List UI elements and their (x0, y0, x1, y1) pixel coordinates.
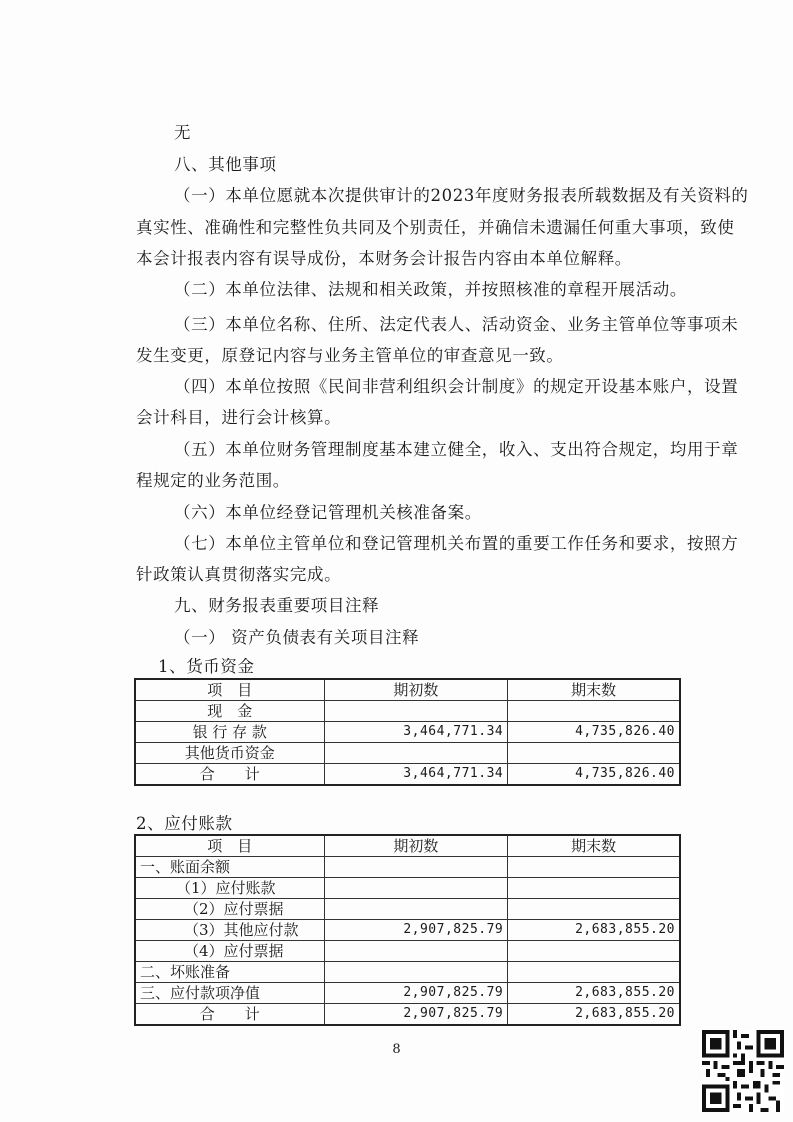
row-label: 现 金 (135, 701, 324, 722)
section-9-heading: 九、财务报表重要项目注释 (174, 596, 380, 615)
header-opening: 期初数 (324, 835, 508, 857)
closing-value (508, 857, 680, 878)
row-label: 合 计 (135, 1004, 324, 1026)
table-row (135, 941, 680, 962)
header-closing: 期末数 (508, 835, 680, 857)
table-1-title: 1、货币资金 (158, 657, 255, 676)
qr-code-icon (702, 1030, 784, 1112)
opening-value (324, 899, 508, 920)
para-2: （二）本单位法律、法规和相关政策，并按照核准的章程开展活动。 (174, 280, 687, 299)
opening-value (324, 857, 508, 878)
para-4-line-2: 会计科目，进行会计核算。 (136, 408, 342, 427)
table-row (135, 920, 680, 941)
para-1-line-3: 本会计报表内容有误导成份，本财务会计报告内容由本单位解释。 (136, 249, 632, 268)
cash-funds-table (134, 678, 681, 786)
header-item: 项 目 (135, 835, 324, 857)
table-row (135, 722, 680, 743)
row-label: （3）其他应付款 (135, 920, 324, 941)
opening-value (324, 701, 508, 722)
accounts-payable-table (134, 834, 681, 1026)
closing-value: 4,735,826.40 (508, 764, 680, 786)
closing-value (508, 743, 680, 764)
subsection-1-heading: （一） 资产负债表有关项目注释 (174, 628, 420, 647)
closing-value (508, 962, 680, 983)
row-label: （1）应付账款 (135, 878, 324, 899)
opening-value: 3,464,771.34 (324, 764, 508, 786)
table-row (135, 857, 680, 878)
opening-value (324, 941, 508, 962)
header-closing: 期末数 (508, 679, 680, 701)
table-header-row (135, 679, 680, 701)
page-number: 8 (392, 1042, 401, 1057)
closing-value: 2,683,855.20 (508, 983, 680, 1004)
closing-value (508, 941, 680, 962)
table-row (135, 743, 680, 764)
table-row (135, 878, 680, 899)
closing-value (508, 701, 680, 722)
section-8-heading: 八、其他事项 (174, 155, 277, 174)
opening-value (324, 878, 508, 899)
row-label: 合 计 (135, 764, 324, 786)
table-header-row (135, 835, 680, 857)
row-label: （2）应付票据 (135, 899, 324, 920)
para-5-line-2: 程规定的业务范围。 (136, 471, 290, 490)
closing-value: 4,735,826.40 (508, 722, 680, 743)
closing-value (508, 899, 680, 920)
para-7-line-1: （七）本单位主管单位和登记管理机关布置的重要工作任务和要求，按照方 (174, 534, 739, 553)
row-label: 其他货币资金 (135, 743, 324, 764)
opening-value: 3,464,771.34 (324, 722, 508, 743)
closing-value: 2,683,855.20 (508, 1004, 680, 1026)
row-label: 三、应付款项净值 (135, 983, 324, 1004)
para-6: （六）本单位经登记管理机关核准备案。 (174, 503, 482, 522)
row-label: 一、账面余额 (135, 857, 324, 878)
opening-value: 2,907,825.79 (324, 983, 508, 1004)
para-3-line-1: （三）本单位名称、住所、法定代表人、活动资金、业务主管单位等事项未 (174, 315, 739, 334)
row-label: 二、坏账准备 (135, 962, 324, 983)
para-1-line-2: 真实性、准确性和完整性负共同及个别责任，并确信未遗漏任何重大事项，致使 (136, 218, 735, 237)
closing-value (508, 878, 680, 899)
para-3-line-2: 发生变更，原登记内容与业务主管单位的审查意见一致。 (136, 346, 564, 365)
para-1-line-1: （一）本单位愿就本次提供审计的2023年度财务报表所载数据及有关资料的 (174, 186, 749, 205)
none-line: 无 (174, 123, 192, 142)
row-label: 银 行 存 款 (135, 722, 324, 743)
para-5-line-1: （五）本单位财务管理制度基本建立健全，收入、支出符合规定，均用于章 (174, 440, 739, 459)
table-row (135, 1004, 680, 1026)
closing-value: 2,683,855.20 (508, 920, 680, 941)
table-row (135, 962, 680, 983)
table-row (135, 701, 680, 722)
opening-value: 2,907,825.79 (324, 1004, 508, 1026)
table-2-title: 2、应付账款 (136, 814, 233, 833)
opening-value (324, 743, 508, 764)
row-label: （4）应付票据 (135, 941, 324, 962)
table-row (135, 983, 680, 1004)
table-row (135, 899, 680, 920)
table-row (135, 764, 680, 786)
opening-value (324, 962, 508, 983)
para-7-line-2: 针政策认真贯彻落实完成。 (136, 565, 342, 584)
para-4-line-1: （四）本单位按照《民间非营利组织会计制度》的规定开设基本账户，设置 (174, 377, 739, 396)
opening-value: 2,907,825.79 (324, 920, 508, 941)
header-item: 项 目 (135, 679, 324, 701)
header-opening: 期初数 (324, 679, 508, 701)
